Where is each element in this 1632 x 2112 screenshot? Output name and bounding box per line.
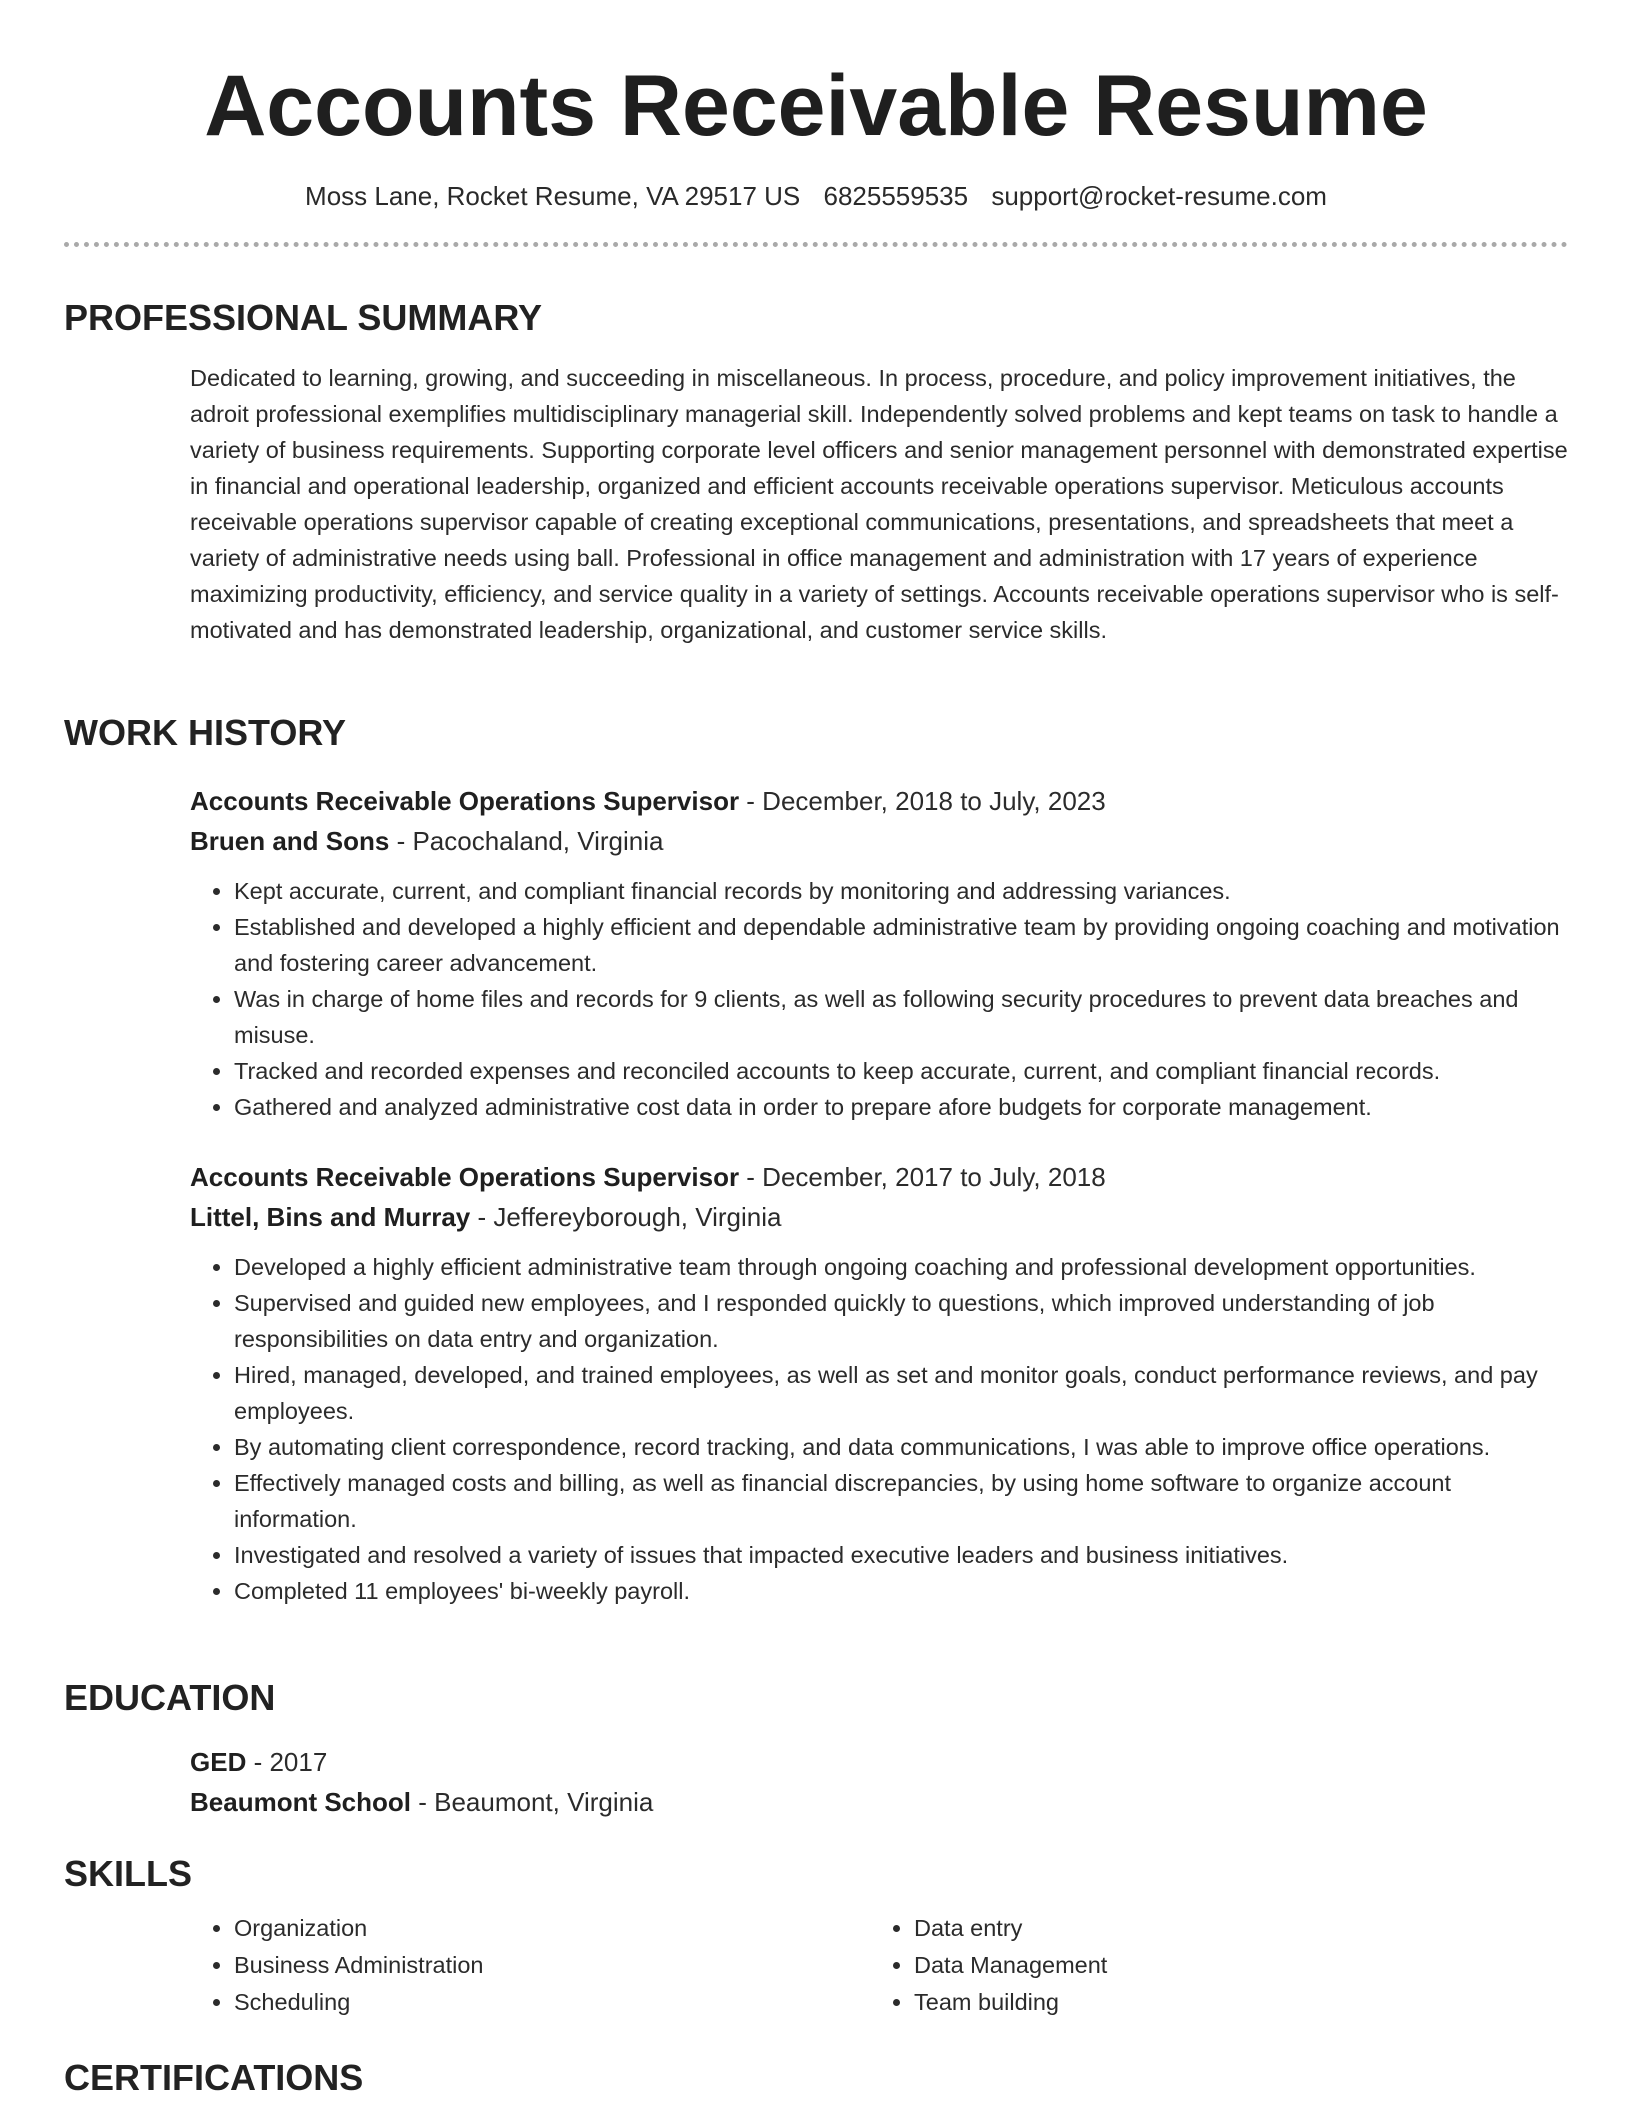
education-location: - Beaumont, Virginia xyxy=(411,1787,654,1817)
list-item: • Tracked and recorded expenses and reconciled accounts to keep accurate, current, and compliant financial records. xyxy=(234,1053,1570,1089)
job-company: Littel, Bins and Murray xyxy=(190,1202,471,1232)
contact-line xyxy=(64,178,1568,214)
list-item: • Kept accurate, current, and compliant financial records by monitoring and addressing variances. xyxy=(234,873,1570,909)
list-item: • Hired, managed, developed, and trained employees, as well as set and monitor goals, conduct performance reviews, and pay employees. xyxy=(234,1357,1570,1429)
list-item: • Team building xyxy=(914,1984,1550,2021)
certifications-section xyxy=(64,2056,1568,2100)
job-location: - Jeffereyborough, Virginia xyxy=(470,1202,782,1232)
skills-column-right xyxy=(870,1910,1550,2021)
education-heading: EDUCATION xyxy=(64,1677,276,1718)
list-item: • Developed a highly efficient administrative team through ongoing coaching and professional development opportunities. xyxy=(234,1249,1570,1285)
job-bullets xyxy=(190,873,1570,1125)
skills-section xyxy=(64,1852,1568,2021)
education-school: Beaumont School xyxy=(190,1787,412,1817)
job-entry xyxy=(190,781,1568,1125)
job-dates: - December, 2018 to July, 2023 xyxy=(739,786,1106,816)
job-title: Accounts Receivable Operations Supervisor xyxy=(190,1162,740,1192)
skills-list xyxy=(190,1910,870,2021)
header-divider xyxy=(64,242,1568,247)
work-history-heading: WORK HISTORY xyxy=(64,712,347,753)
job-title-line xyxy=(190,1157,1568,1197)
job-company-line xyxy=(190,1197,1568,1237)
contact-email: support@rocket-resume.com xyxy=(991,181,1327,211)
list-item: • Effectively managed costs and billing, as well as financial discrepancies, by using home software to organize account information. xyxy=(234,1465,1570,1537)
list-item: • Business Administration xyxy=(234,1947,870,1984)
skills-list xyxy=(870,1910,1550,2021)
job-company-line xyxy=(190,821,1568,861)
contact-phone: 6825559535 xyxy=(823,181,969,211)
skills-heading: SKILLS xyxy=(64,1853,193,1894)
education-school-line xyxy=(190,1782,1568,1822)
certifications-heading: CERTIFICATIONS xyxy=(64,2057,364,2098)
summary-section xyxy=(64,296,1568,648)
job-bullets xyxy=(190,1249,1570,1609)
list-item: • Supervised and guided new employees, and I responded quickly to questions, which improved understanding of job responsibilities on data entry and organization. xyxy=(234,1285,1570,1357)
resume-title: Accounts Receivable Resume xyxy=(204,58,1428,154)
list-item: • Investigated and resolved a variety of issues that impacted executive leaders and business initiatives. xyxy=(234,1537,1570,1573)
job-title-line xyxy=(190,781,1568,821)
education-entry xyxy=(190,1742,1568,1822)
education-year: - 2017 xyxy=(246,1747,328,1777)
work-history-section xyxy=(64,711,1568,1609)
list-item: • Scheduling xyxy=(234,1984,870,2021)
skills-grid xyxy=(190,1910,1568,2021)
job-company: Bruen and Sons xyxy=(190,826,390,856)
list-item: • Data entry xyxy=(914,1910,1550,1947)
resume-page xyxy=(64,0,1568,2098)
education-degree-line xyxy=(190,1742,1568,1782)
job-entry xyxy=(190,1157,1568,1609)
list-item: • Established and developed a highly efficient and dependable administrative team by providing ongoing coaching and motivation and fostering career advancement. xyxy=(234,909,1570,981)
list-item: • By automating client correspondence, record tracking, and data communications, I was able to improve office operations. xyxy=(234,1429,1570,1465)
list-item: • Completed 11 employees' bi-weekly payroll. xyxy=(234,1573,1570,1609)
list-item: • Was in charge of home files and records for 9 clients, as well as following security procedures to prevent data breaches and misuse. xyxy=(234,981,1570,1053)
contact-address: Moss Lane, Rocket Resume, VA 29517 US xyxy=(305,181,801,211)
job-location: - Pacochaland, Virginia xyxy=(389,826,664,856)
summary-text: Dedicated to learning, growing, and succeeding in miscellaneous. In process, procedure, and policy improvement initiatives, the adroit professional exemplifies multidisciplinary managerial skill. Independently solved problems and kept teams on task to handle a variety of business requirements. Supporting corporate level officers and senior management personnel with demonstrated expertise in financial and operational leadership, organized and efficient accounts receivable operations supervisor. Meticulous accounts receivable operations supervisor capable of creating exceptional communications, presentations, and spreadsheets that meet a variety of administrative needs using ball. Professional in office management and administration with 17 years of experience maximizing productivity, efficiency, and service quality in a variety of settings. Accounts receivable operations supervisor who is self-motivated and has demonstrated leadership, organizational, and customer service skills. xyxy=(190,365,1568,643)
job-dates: - December, 2017 to July, 2018 xyxy=(739,1162,1106,1192)
list-item: • Organization xyxy=(234,1910,870,1947)
skills-column-left xyxy=(190,1910,870,2021)
education-section xyxy=(64,1676,1568,1822)
summary-heading: PROFESSIONAL SUMMARY xyxy=(64,297,543,338)
list-item: • Gathered and analyzed administrative cost data in order to prepare afore budgets for corporate management. xyxy=(234,1089,1570,1125)
list-item: • Data Management xyxy=(914,1947,1550,1984)
education-degree: GED xyxy=(190,1747,247,1777)
job-title: Accounts Receivable Operations Supervisor xyxy=(190,786,740,816)
